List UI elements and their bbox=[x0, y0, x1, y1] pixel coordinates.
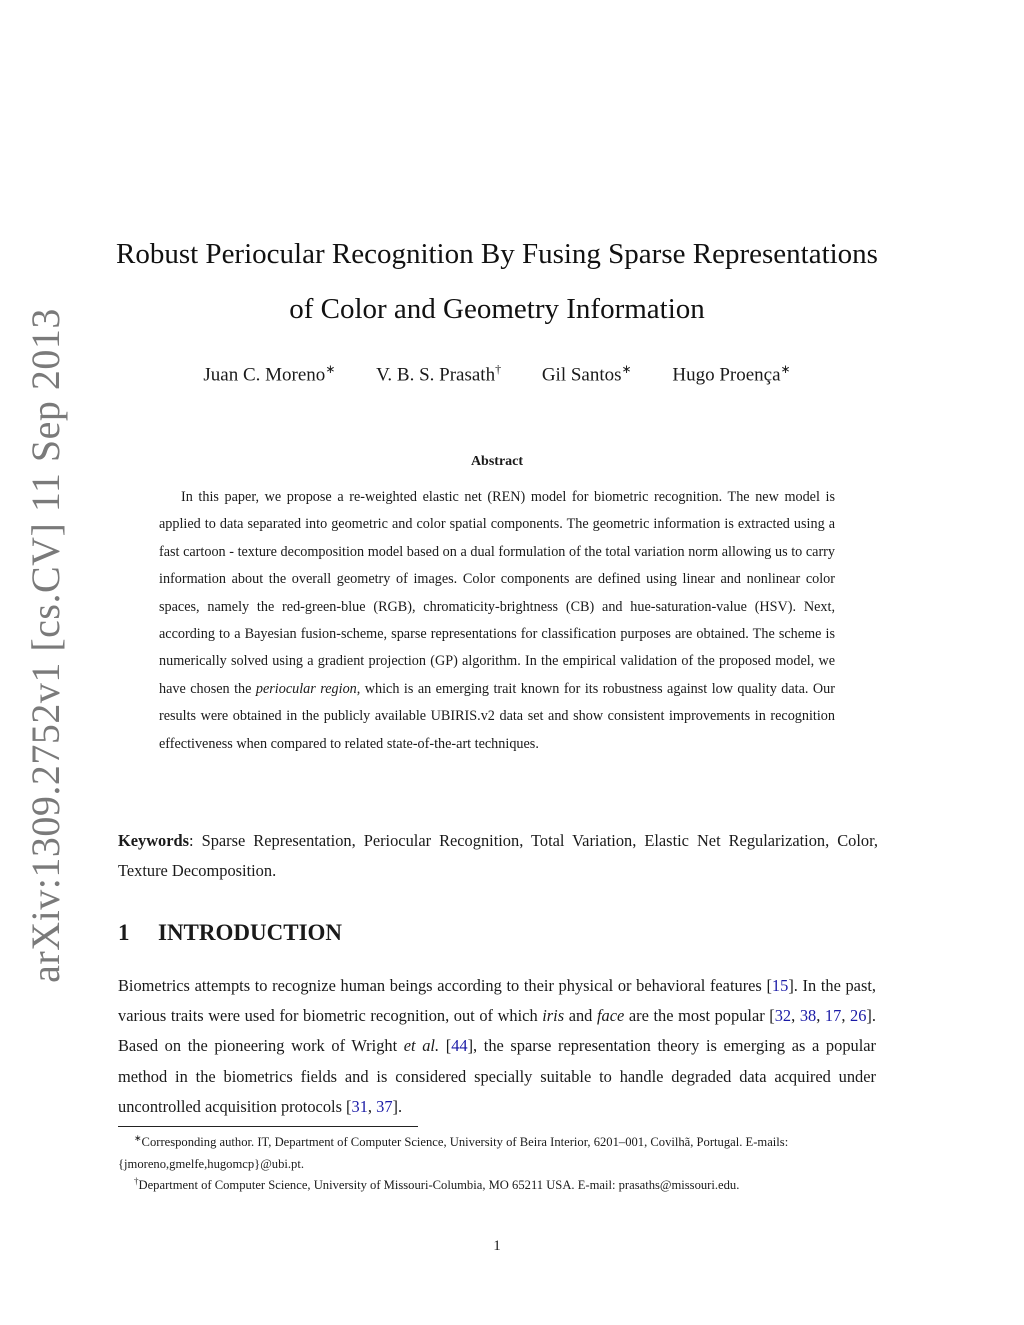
citation-link[interactable]: 26 bbox=[850, 1006, 867, 1026]
arxiv-identifier bbox=[22, 307, 68, 983]
footnote-corresponding-author: ∗Corresponding author. IT, Department of Computer Science, University of Beira Interior, 6201–001, Covilhã, Portugal. E-mails: {jmoreno,gmelfe,hugomcp}@ubi.pt. bbox=[118, 1133, 789, 1172]
page-number: 1 bbox=[493, 1238, 501, 1254]
introduction-paragraph: Biometrics attempts to recognize human beings according to their physical or behavioral features [15]. In the past, various traits were used for biometric recognition, out of which iris and face are the most popular [32, 38, 17, 26]. Based on the pioneering work of Wright et al. [44], the sparse representation theory is emerging as a popular method in the biometrics fields and is considered specially suitable to handle degraded data acquired under uncontrolled acquisition protocols [31, 37]. bbox=[118, 976, 877, 1116]
citation-link[interactable]: 32 bbox=[774, 1006, 792, 1026]
citation-link[interactable]: 31 bbox=[351, 1096, 368, 1116]
author-prasath: V. B. S. Prasath† bbox=[376, 362, 502, 386]
citation-link[interactable]: 38 bbox=[799, 1006, 817, 1026]
author-proenca: Hugo Proença∗ bbox=[672, 362, 791, 386]
abstract-body: In this paper, we propose a re-weighted elastic net (REN) model for biometric recognition. The new model is applied to data separated into geometric and color spatial components. The geometric information is extracted using a fast cartoon - texture decomposition model based on a dual formulation of the total variation norm allowing us to carry information about the overall geometry of images. Color components are defined using linear and nonlinear color spaces, namely the red-green-blue (RGB), chromaticity-brightness (CB) and hue-saturation-value (HSV). Next, according to a Bayesian fusion-scheme, sparse representations for classification purposes are obtained. The scheme is numerically solved using a gradient projection (GP) algorithm. In the empirical validation of the proposed model, we have chosen the periocular region, which is an emerging trait known for its robustness against low quality data. Our results were obtained in the publicly available UBIRIS.v2 data set and show consistent improvements in recognition effectiveness when compared to related state-of-the-art techniques. bbox=[159, 489, 835, 752]
keywords-label: Keywords bbox=[118, 831, 190, 850]
author-list bbox=[100, 362, 894, 386]
citation-link[interactable]: 44 bbox=[451, 1036, 468, 1056]
keywords-text: : Sparse Representation, Periocular Recognition, Total Variation, Elastic Net Regularization, Color, Texture Decomposition. bbox=[118, 831, 878, 880]
section-title: INTRODUCTION bbox=[158, 920, 343, 945]
citation-link[interactable]: 17 bbox=[824, 1006, 842, 1026]
section-heading bbox=[118, 920, 342, 946]
citation-link[interactable]: 37 bbox=[376, 1096, 393, 1116]
citation-link[interactable]: 15 bbox=[771, 976, 789, 995]
arxiv-stamp-text: arXiv:1309.2752v1 [cs.CV] 11 Sep 2013 bbox=[22, 307, 68, 983]
author-santos: Gil Santos∗ bbox=[541, 362, 632, 386]
abstract-heading: Abstract bbox=[470, 454, 524, 469]
footnote-prasath-affiliation: †Department of Computer Science, University of Missouri-Columbia, MO 65211 USA. E-mail: prasaths@missouri.edu. bbox=[134, 1176, 740, 1193]
paper-title-line-1: Robust Periocular Recognition By Fusing Sparse Representations bbox=[116, 238, 878, 270]
author-moreno: Juan C. Moreno∗ bbox=[203, 362, 336, 386]
keywords bbox=[118, 826, 878, 886]
section-number: 1 bbox=[118, 920, 130, 945]
paper-title-line-2: of Color and Geometry Information bbox=[289, 293, 705, 325]
